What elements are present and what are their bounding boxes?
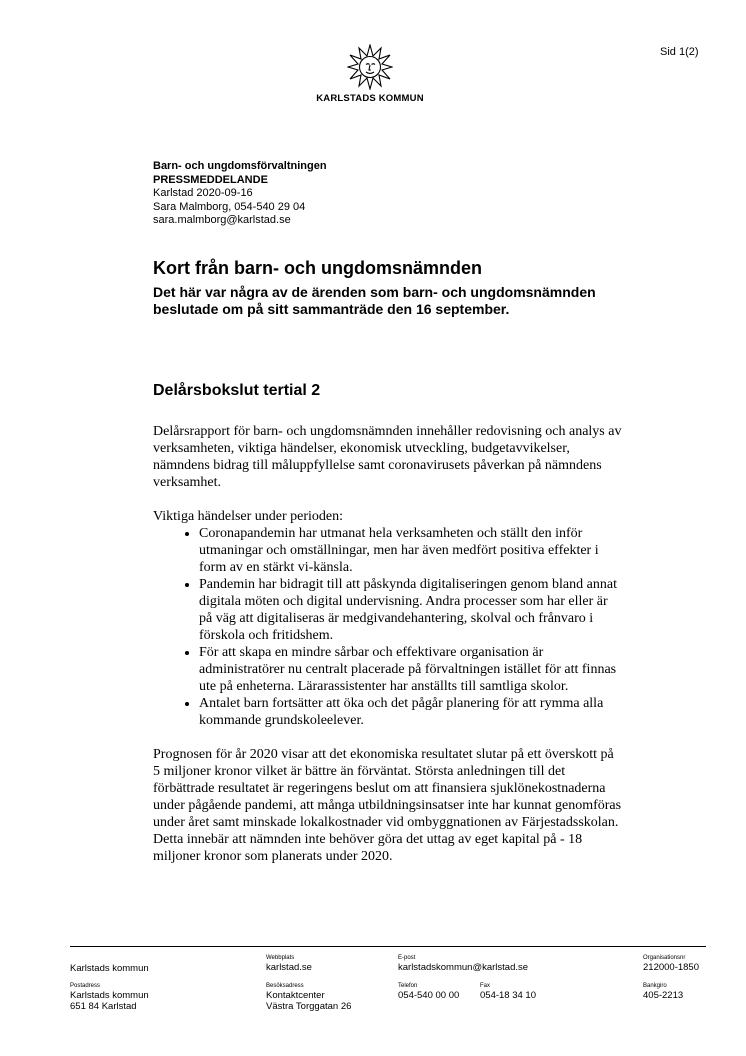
sender-block: [153, 160, 327, 228]
footer-bankgiro: Bankgiro 405-2213: [643, 983, 684, 1001]
footer-visit-address: Besöksadress Kontaktcenter Västra Torggatan 26: [266, 983, 352, 1012]
section-heading: Delårsbokslut tertial 2: [153, 382, 321, 399]
website-link[interactable]: karlstad.se: [266, 962, 312, 973]
list-item: • Antalet barn fortsätter att öka och det pågår planering för att rymma alla kommande grundskoleelever.: [199, 695, 623, 729]
footer-divider: [70, 946, 706, 947]
email-link[interactable]: karlstadskommun@karlstad.se: [398, 962, 529, 973]
contact-person: Sara Malmborg, 054-540 29 04: [153, 200, 306, 213]
document-title: Kort från barn- och ungdomsnämnden: [153, 258, 483, 278]
footer-name: Karlstads kommun: [70, 963, 149, 974]
footer-email: E-post karlstadskommun@karlstad.se: [398, 955, 529, 973]
department: Barn- och ungdomsförvaltningen: [153, 160, 327, 172]
list-item: • För att skapa en mindre sårbar och effektivare organisation är administratörer nu centralt placerade på förvaltningen istället för att finnas ute på enheterna. Lärarassistenter har anställts till samtliga skolor.: [199, 644, 623, 695]
sun-icon: [347, 44, 393, 90]
place-date: Karlstad 2020-09-16: [153, 187, 253, 199]
intro-paragraph: Delårsrapport för barn- och ungdomsnämnden innehåller redovisning och analys av verksamheten, viktiga händelser, ekonomisk utveckling, budgetavvikelser, nämndens bidrag till måluppfyllelse samt coronavirusets påverkan på nämndens verksamhet.: [153, 424, 622, 490]
page-number: Sid 1(2): [660, 46, 699, 58]
list-item: • Pandemin har bidragit till att påskynda digitaliseringen genom bland annat digitala möten och digital undervisning. Andra processer som har eller är på väg att digitaliseras är medgivandehantering, skolval och frånvaro i förskola och fritidshem.: [199, 576, 623, 644]
section-body: [153, 423, 623, 882]
contact-email: sara.malmborg@karlstad.se: [153, 214, 291, 226]
footer-phone: Telefon 054-540 00 00: [398, 983, 460, 1001]
footer-fax: Fax 054-18 34 10: [480, 983, 536, 1001]
list-item: • Coronapandemin har utmanat hela verksamheten och ställt den inför utmaningar och omställningar, men har även medfört positiva effekter i form av en stärkt vi-känsla.: [199, 525, 623, 576]
footer-website: Webbplats karlstad.se: [266, 955, 312, 973]
logo-text: KARLSTADS KOMMUN: [316, 93, 424, 104]
footer-postal-address: Postadress Karlstads kommun 651 84 Karlstad: [70, 983, 149, 1012]
municipality-logo: [300, 44, 440, 104]
forecast-paragraph: Prognosen för år 2020 visar att det ekonomiska resultatet slutar på ett överskott på 5 miljoner kronor vilket är bättre än förväntat. Största anledningen till det förbättrade resultatet är regeringens beslut om att finansiera sjuklönekostnaderna under pågående pandemi, att många utbildningsinsatser inte har kunnat genomföras under året samt minskade lokalkostnader vid ombyggnationen av Färjestadsskolan. Detta innebär att nämnden inte behöver göra det uttag av eget kapital på - 18 miljoner kronor som planerats under 2020.: [153, 747, 622, 864]
footer-org-number: Organisationsnr 212000-1850: [643, 955, 699, 973]
events-label: Viktiga händelser under perioden:: [153, 509, 344, 524]
events-list: [153, 525, 623, 729]
document-subtitle: Det här var några av de ärenden som barn- och ungdomsnämnden beslutade om på sitt sammanträde den 16 september.: [153, 284, 596, 317]
document-type: PRESSMEDDELANDE: [153, 173, 268, 186]
